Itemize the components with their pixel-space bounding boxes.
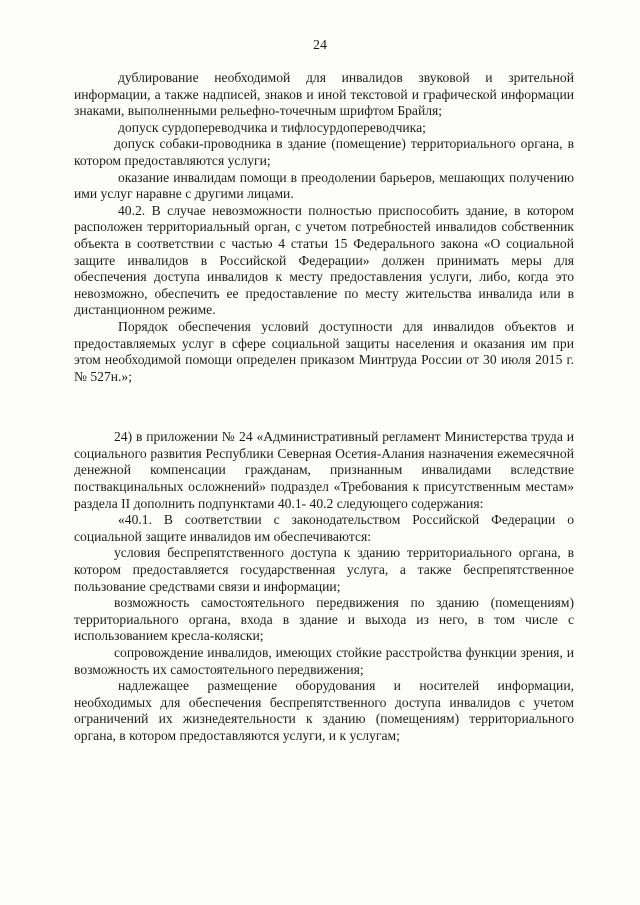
document-body [74, 70, 574, 745]
paragraph-barrier-assistance: оказание инвалидам помощи в преодолении барьеров, мешающих получению ими услуг наравне с другими лицами. [74, 169, 574, 202]
paragraph-equipment: надлежащее размещение оборудования и носителей информации, необходимых для обеспечения беспрепятственного доступа инвалидов с учетом ограничений их жизнедеятельности к зданию (помещениям) территориального органа, в котором предоставляются услуги, и к услугам; [74, 678, 574, 743]
paragraph-braille: дублирование необходимой для инвалидов звуковой и зрительной информации, а также надписей, знаков и иной текстовой и графической информации знаками, выполненными рельефно-точечным шрифтом Брайля; [74, 70, 574, 119]
paragraph-40-1: «40.1. В соответствии с законодательством Российской Федерации о социальной защите инвалидов им обеспечиваются: [74, 512, 574, 544]
page-number: 24 [313, 38, 327, 53]
paragraph-40-2: 40.2. В случае невозможности полностью приспособить здание, в котором расположен территориальный орган, с учетом потребностей инвалидов собственник объекта в соответствии с частью 4 статьи 15 Федерального закона «О социальной защите инвалидов в Российской Федерации» должен принимать меры для обеспечения доступа инвалидов к месту предоставления услуги, либо, когда это невозможно, обеспечить ее предоставление по месту жительства инвалида или в дистанционном режиме. [74, 202, 574, 318]
paragraph-escort: сопровождение инвалидов, имеющих стойкие расстройства функции зрения, и возможность их самостоятельного передвижения; [74, 645, 574, 677]
paragraph-access-conditions: условия беспрепятственного доступа к зданию территориального органа, в котором предоставляется государственная услуга, а также беспрепятственное пользование средствами связи и информации; [74, 545, 574, 594]
paragraph-sign-interpreter: допуск сурдопереводчика и тифлосурдопереводчика; [118, 119, 426, 135]
paragraph-guide-dog: допуск собаки-проводника в здание (помещение) территориального органа, в котором предоставляются услуги; [74, 136, 574, 168]
paragraph-access-order: Порядок обеспечения условий доступности для инвалидов объектов и предоставляемых услуг в сфере социальной защиты населения и оказания им при этом необходимой помощи определен приказом Минтруда России от 30 июля 2015 г. № 527н.»; [74, 318, 574, 384]
paragraph-movement: возможность самостоятельного передвижения по зданию (помещениям) территориального органа, входа в здание и выхода из него, в том числе с использованием кресла-коляски; [74, 595, 574, 644]
paragraph-gap [74, 385, 574, 429]
paragraph-item-24: 24) в приложении № 24 «Административный регламент Министерства труда и социального развития Республики Северная Осетия-Алания назначения ежемесячной денежной компенсации гражданам, признанным инвалидами вследствие поствакцинальных осложнений» подраздел «Требования к присутственным местам» раздела II дополнить подпунктами 40.1- 40.2 следующего содержания: [74, 429, 574, 511]
